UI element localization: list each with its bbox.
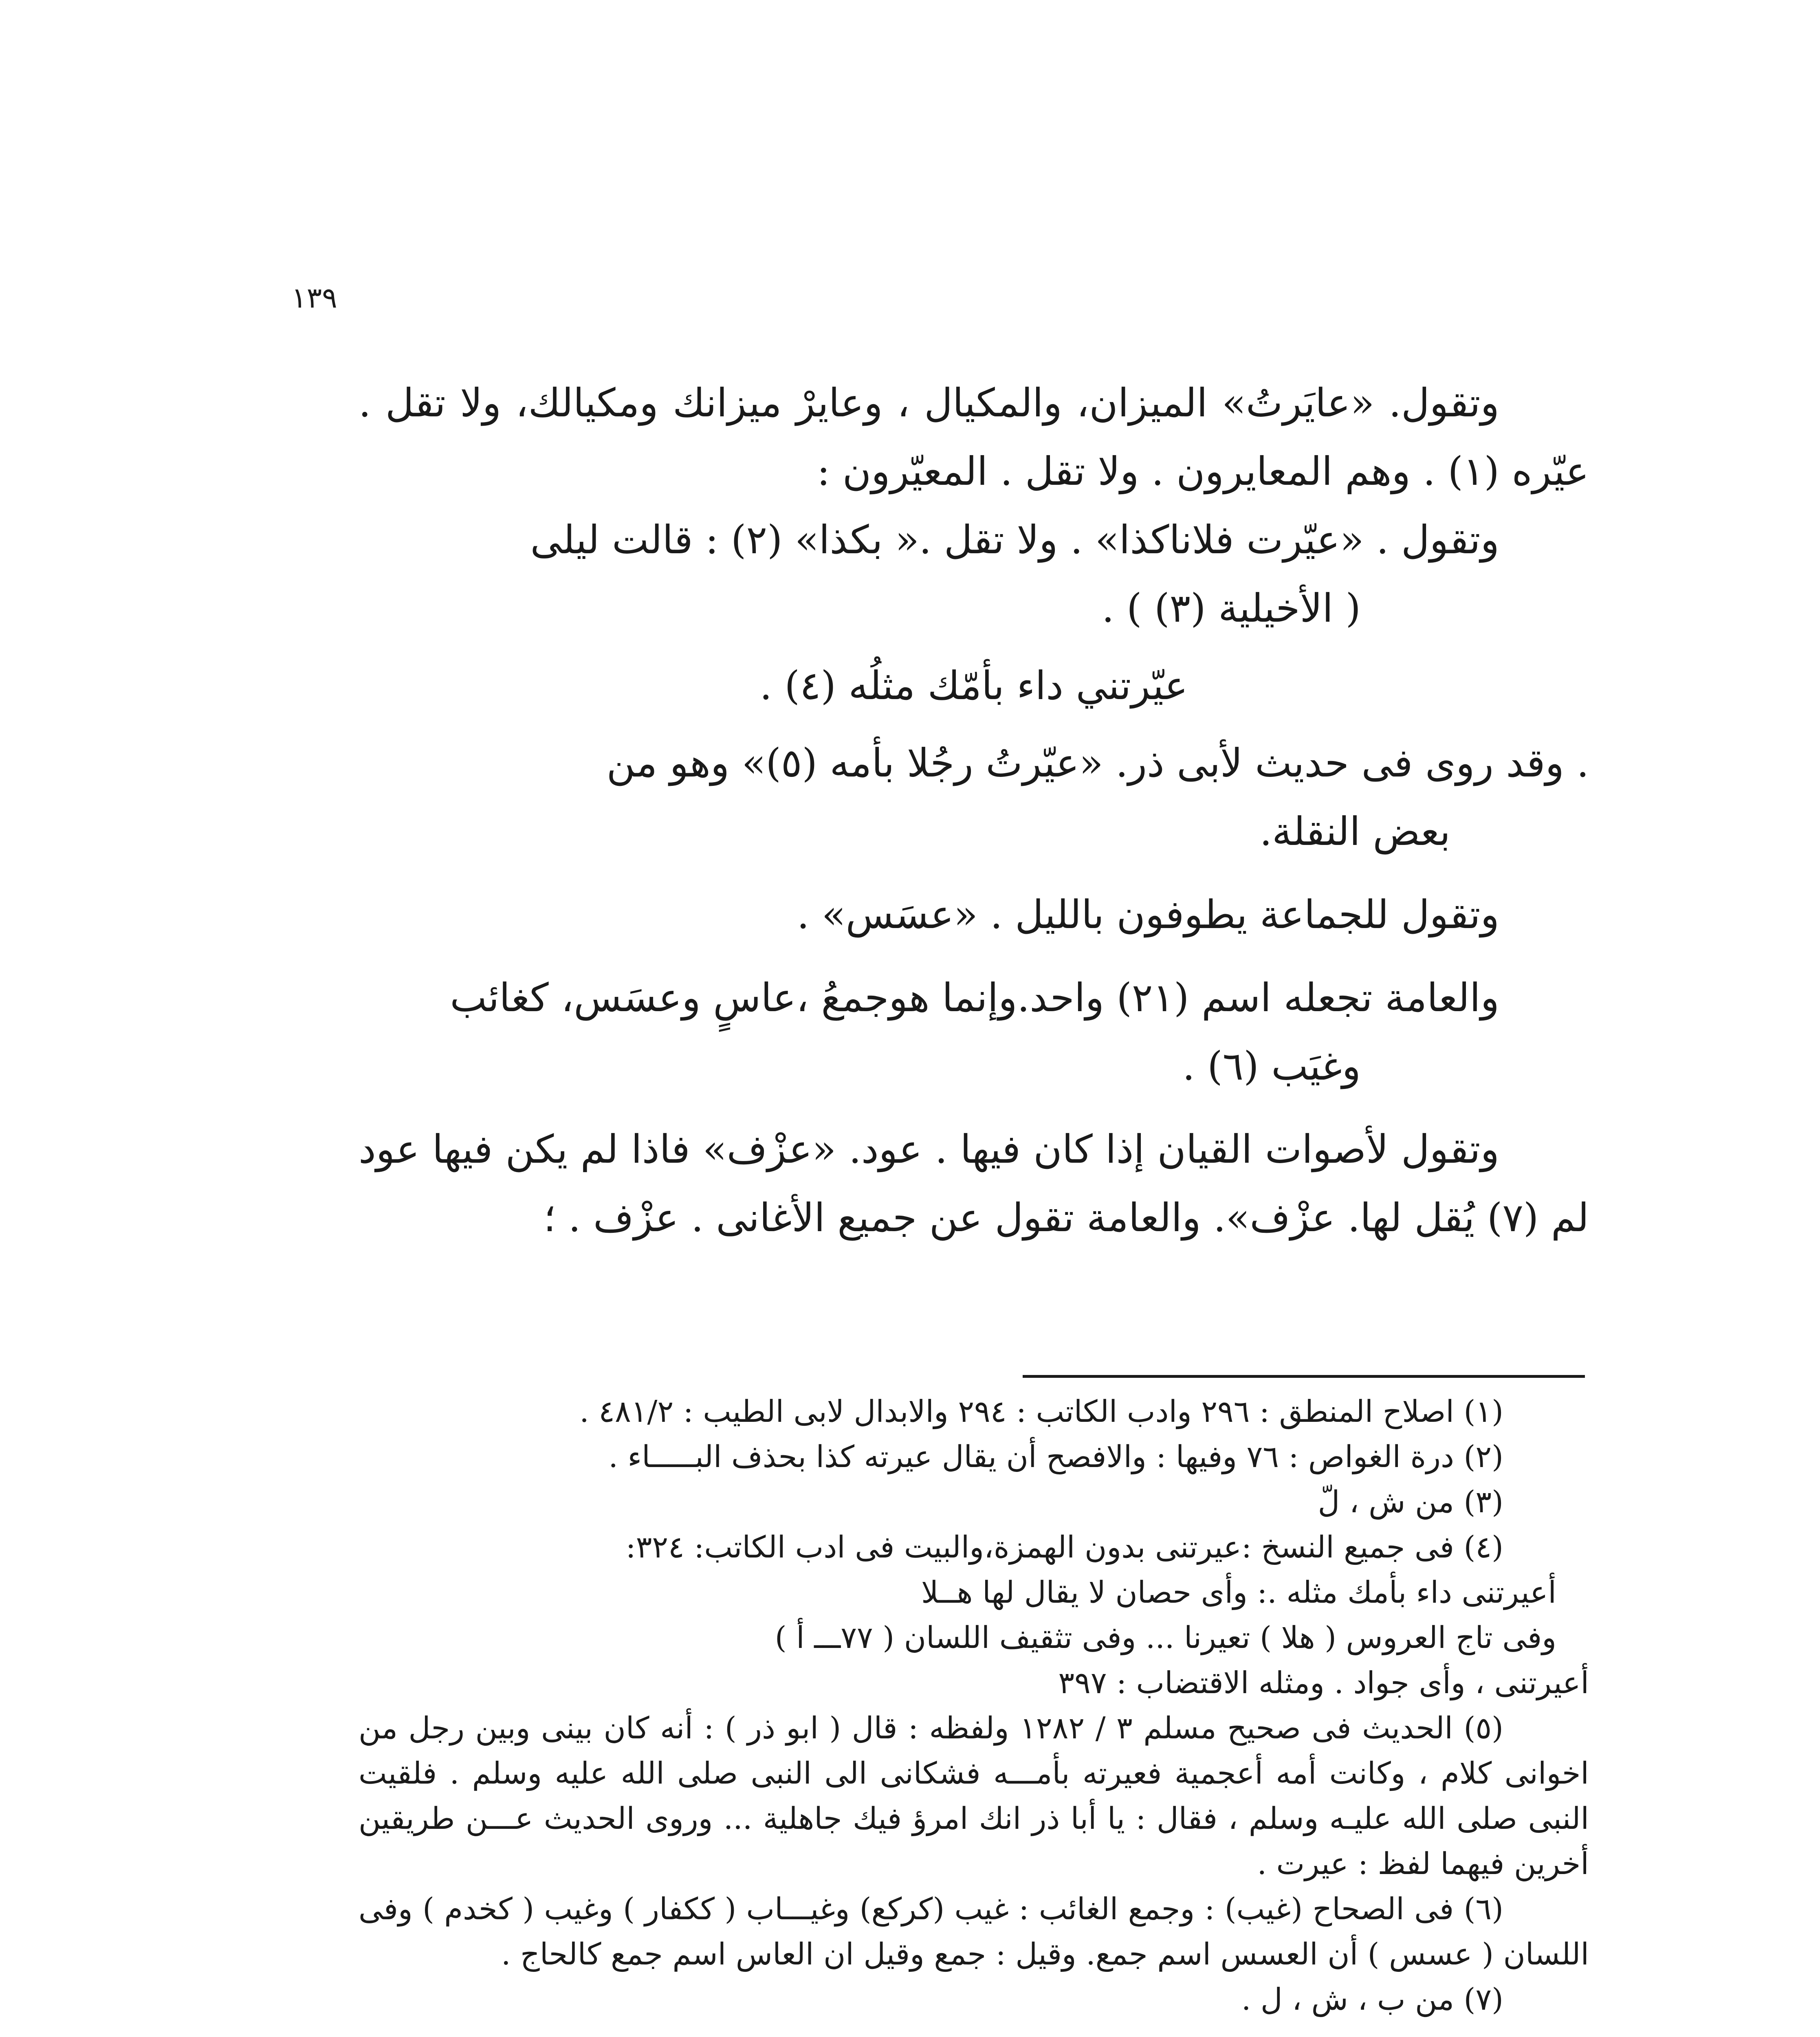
footnote-4-line-1: (٤) فى جميع النسخ :عيرتنى بدون الهمزة،والبيت فى ادب الكاتب: ٣٢٤:	[625, 1530, 1503, 1565]
main-text	[359, 369, 1589, 1252]
footnote-4	[359, 1525, 1589, 1706]
paragraph-ayyartu-text: وتقول . «عيّرت فلاناكذا» . ولا تقل .« بكذا» (٢) : قالت ليلى	[530, 517, 1499, 563]
footnote-7: (٧) من ب ، ش ، ل .	[1241, 1982, 1503, 2017]
footnote-6: (٦) فى الصحاح (غيب) : وجمع الغائب : غيب (كركع) وغيـــاب ( ككفار ) وغيب ( كخدم ) وفى اللسان ( عسس ) أن العسس اسم جمع. وقيل : جمع وقيل ان العاس اسم جمع كالحاج .	[359, 1892, 1589, 1972]
paragraph-ayyartu	[359, 506, 1589, 642]
paragraph-ayartu: وتقول. «عايَرتُ» الميزان، والمكيال ، وعايرْ ميزانك ومكيالك، ولا تقل . عيّره (١) . وهم المعايرون . ولا تقل . المعيّرون :	[359, 380, 1589, 494]
footnote-4-line-3: وفى تاج العروس ( هلا ) تعيرنا ... وفى تثقيف اللسان ( ٧٧ـــ أ )	[775, 1620, 1556, 1655]
footnote-separator	[1023, 1375, 1585, 1378]
paragraph-hadith-tail: بعض النقلة.	[1259, 809, 1450, 854]
paragraph-azf: وتقول لأصوات القيان إذا كان فيها . عود. «عزْف» فاذا لم يكن فيها عود لم (٧) يُقل لها. عزْف». والعامة تقول عن جميع الأغانى . عزْف . ؛	[359, 1126, 1589, 1241]
paragraph-asas: وتقول للجماعة يطوفون بالليل . «عسَس» .	[797, 892, 1499, 937]
paragraph-plural-tail: وغيَب (٦) .	[1182, 1043, 1361, 1089]
footnote-5: (٥) الحديث فى صحيح مسلم ٣ / ١٢٨٢ ولفظه : قال ( ابو ذر ) : أنه كان بينى وبين رجل من اخوانى كلام ، وكانت أمه أعجمية فعيرته بأمـــه فشكانى الى النبى صلى الله عليه وسلم . فلقيت النبى صلى الله عليـه وسلم ، فقال : يا أبا ذر انك امرؤ فيك جاهلية ... وروى الحديث عـــن طريقين أخرين فيهما لفظ : عيرت .	[359, 1711, 1589, 1881]
footnote-2: (٢) درة الغواص : ٧٦ وفيها : والافصح أن يقال عيرته كذا بحذف البـــــاء .	[608, 1439, 1503, 1474]
footnote-4-line-4: أعيرتنى ، وأى جواد . ومثله الاقتضاب : ٣٩٧	[1058, 1665, 1589, 1700]
verse-line: عيّرتني داء بأمّك مثلُه (٤) .	[759, 663, 1188, 708]
page-number: ١٣٩	[291, 281, 337, 315]
paragraph-plural	[359, 964, 1589, 1100]
paragraph-ayyartu-tail: ( الأخيلية (٣) ) .	[1102, 585, 1361, 631]
paragraph-hadith	[359, 729, 1589, 866]
footnote-1: (١) اصلاح المنطق : ٢٩٦ وادب الكاتب : ٢٩٤ والابدال لابى الطيب : ٤٨١/٢ .	[579, 1394, 1503, 1429]
footnote-4-line-2: أعيرتنى داء بأمك مثله .: وأى حصان لا يقال لها هــلا	[921, 1575, 1556, 1610]
footnote-3: (٣) من ش ، لّ	[1318, 1485, 1503, 1520]
paragraph-hadith-text: . وقد روى فى حديث لأبى ذر. «عيّرتُ رجُلا بأمه (٥)» وهو من	[606, 740, 1589, 786]
paragraph-plural-text: والعامة تجعله اسم (٢١) واحد.وإنما هوجمعُ ،عاسٍ وعسَس، كغائب	[450, 975, 1499, 1021]
footnotes	[359, 1389, 1589, 2022]
